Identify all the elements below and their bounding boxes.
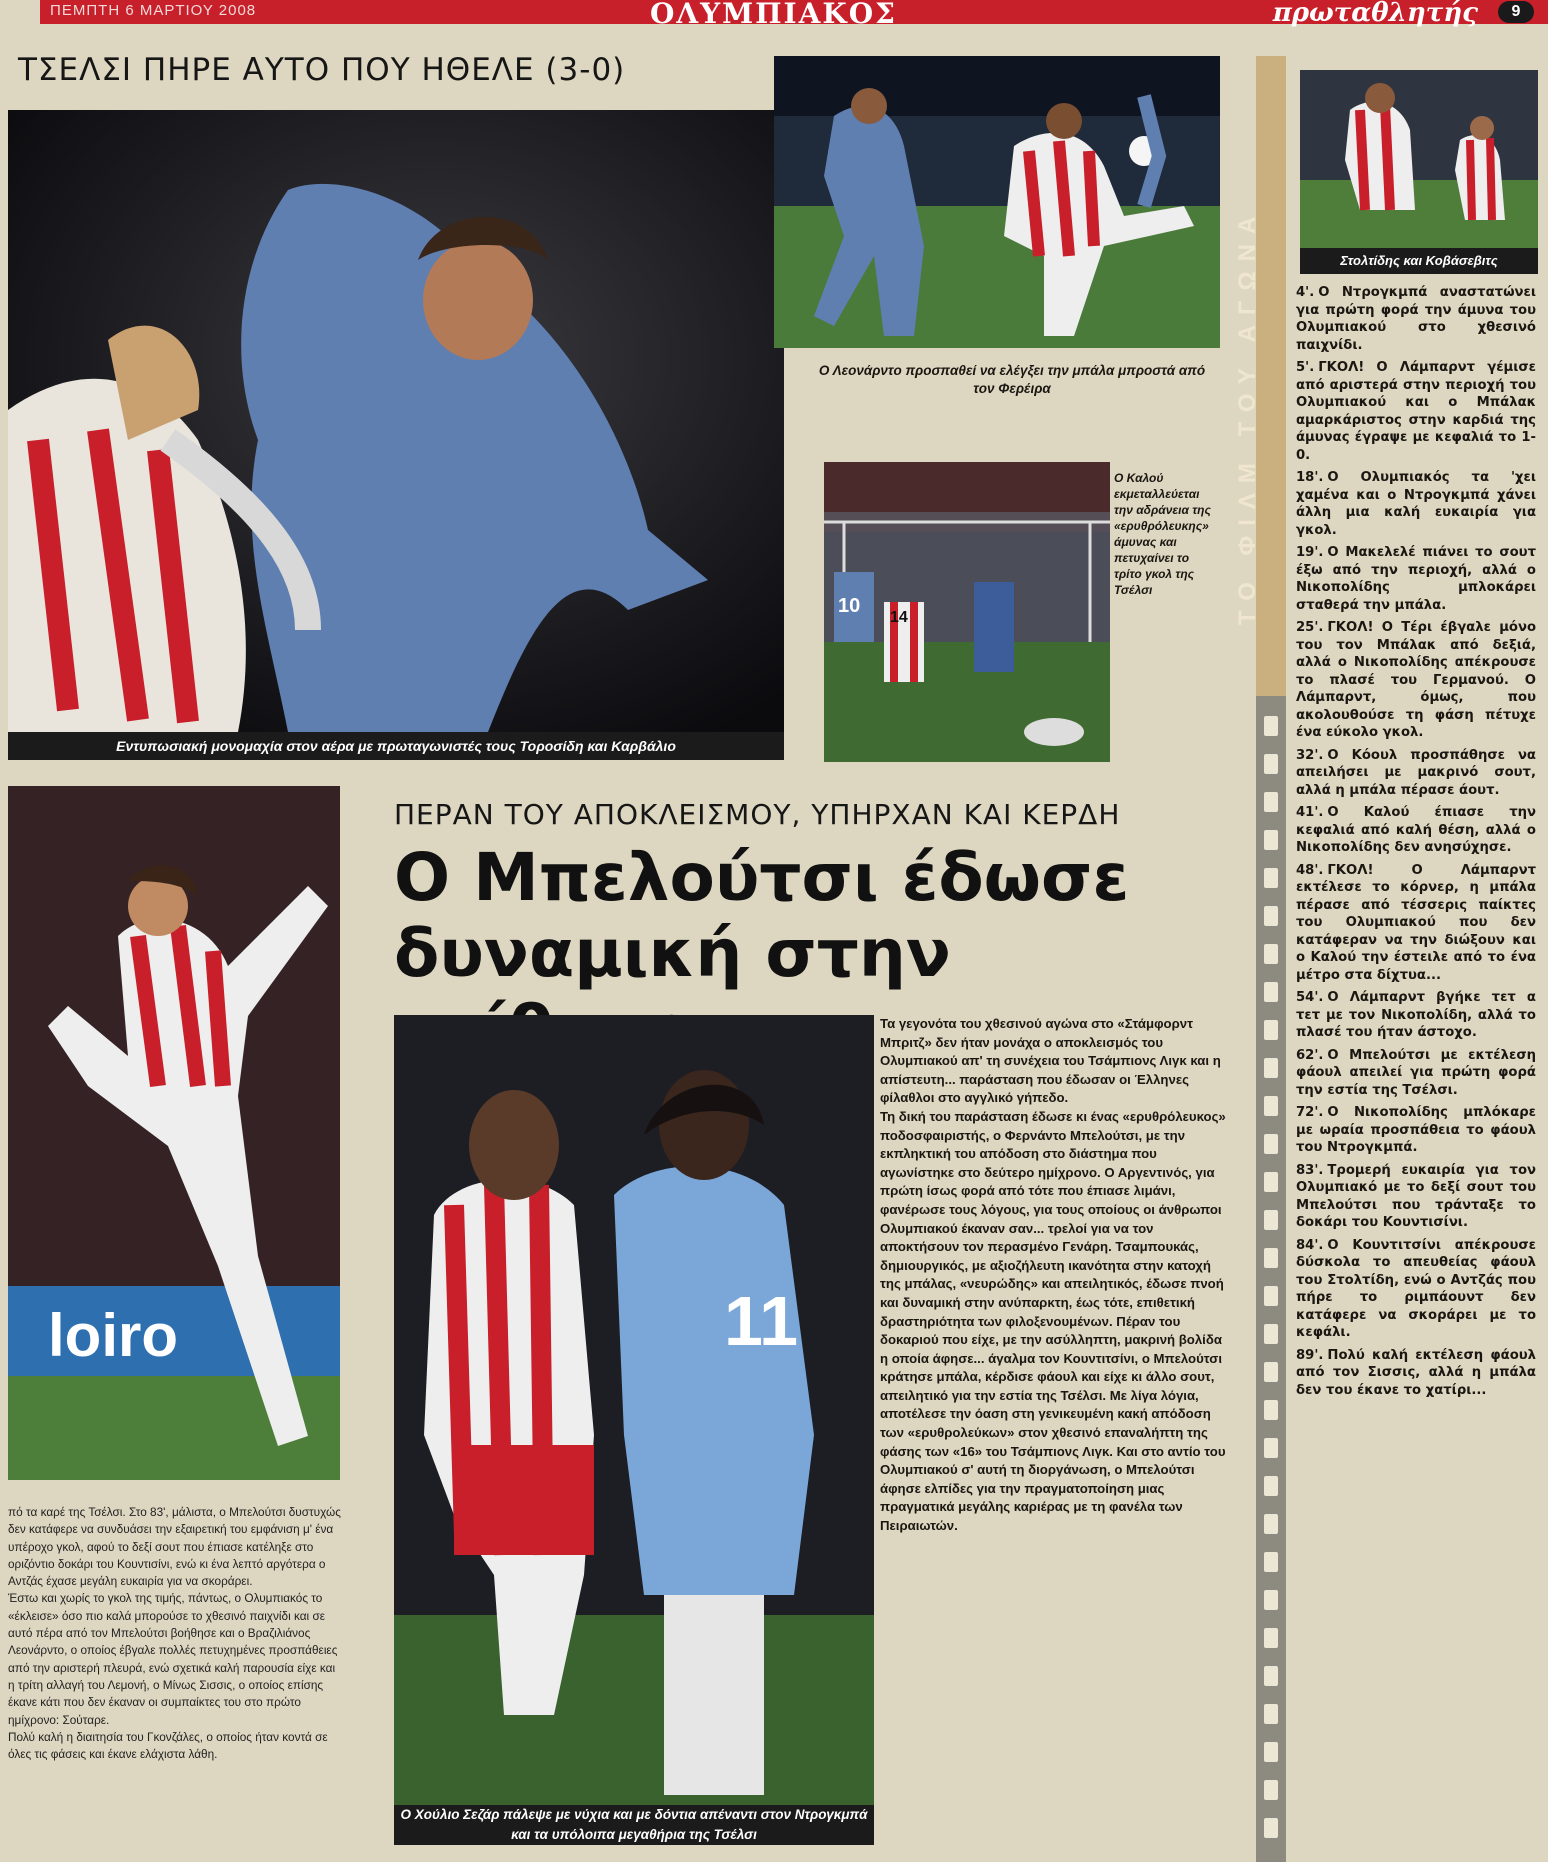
svg-text:10: 10 bbox=[838, 595, 861, 617]
timeline-item: 48'. ΓΚΟΛ! Ο Λάμπαρντ εκτέλεσε το κόρνερ, η μπάλα πέρασε από τέσσερις παίκτες του Ολυμπιακού που δεν κατάφεραν να την διώξουν και ο Καλού την έστειλε από το ένα μέτρο στα δίχτυα... bbox=[1296, 862, 1536, 983]
timeline-item: 89'. Πολύ καλή εκτέλεση φάουλ από τον Σισσις, αλλά η μπάλα δεν του έκανε το χατίρι... bbox=[1296, 1347, 1536, 1398]
top-bar bbox=[40, 0, 1548, 30]
timeline-item: 84'. Ο Κουντιτσίνι απέκρουσε δύσκολα το απευθείας φάουλ του Στολτίδη, ενώ ο Αντζάς που πήρε το ριμπάουντ δεν κατάφερε να σκοράρει με το κεφάλι. bbox=[1296, 1237, 1536, 1340]
svg-text:loiro: loiro bbox=[48, 1302, 178, 1369]
svg-text:11: 11 bbox=[724, 1282, 798, 1360]
timeline-item: 32'. Ο Κόουλ προσπάθησε να απειλήσει με μακρινό σουτ, αλλά η μπάλα πέρασε άουτ. bbox=[1296, 747, 1536, 798]
feature-kicker: ΠΕΡΑΝ ΤΟΥ ΑΠΟΚΛΕΙΣΜΟΥ, ΥΠΗΡΧΑΝ ΚΑΙ ΚΕΡΔΗ bbox=[394, 798, 1121, 831]
leonardo-ferreira-photo bbox=[774, 56, 1220, 348]
strip-title: ΤΟ ΦΙΛΜ ΤΟΥ ΑΓΩΝΑ bbox=[1234, 206, 1261, 626]
paragraph: Τη δική του παράσταση έδωσε κι ένας «ερυθρόλευκος» ποδοσφαιριστής, ο Φερνάντο Μπελούτσι, με την εκπληκτική του απόδοση στο διάστημα που αγωνίστηκε στο δεύτερο ημίχρονο. Ο Αργεντινός, για πρώτη ίσως φορά από τότε που έπιασε λιμάνι, φανέρωσε τους λόγους, για τους οποίους οι άνθρωποι Ολυμπιακού έκαναν σαν... τρελοί για να τον αποκτήσουν τον περασμένο Γενάρη. Τσαμπουκάς, δημιουργικός, με αξιοζήλευτη ικανότητα στην κατοχή της μπάλας, «νευρώδης» και απειλητικός, έδωσε πνοή και δυναμική στην ανύπαρκτη, έως τότε, επιθετική δραστηριότητα των φιλοξενουμένων. Πέραν του δοκαριού που είχε, με την ασύλληπτη, μακρινή βολίδα η οποία άφησε... άγαλμα τον Κουντιτσίνι, ο Μπελούτσι κράτησε μπάλα, κέρδισε φάουλ και είχε κι άλλο σουτ, απειλητικό για την εστία της Τσέλσι. Με λίγα λόγια, αποτέλεσε την όαση στη γενικευμένη κακή απόδοση των «ερυθρολεύκων» στον χθεσινό επαναλήπτη της φάσης των «16» του Τσάμπιονς Λιγκ. Και στο αντίο του Ολυμπιακού σ' αυτή τη διοργάνωση, ο Μπελούτσι άφησε ελπίδες για την πραγματοποίηση μιας πραγματικά μεγάλης καριέρας με τη φανέλα των Πειραιωτών. bbox=[880, 1108, 1226, 1534]
publication-logo: πρωταθλητής bbox=[1272, 0, 1478, 28]
paragraph: Πολύ καλή η διαιτησία του Γκονζάλες, ο οποίος ήταν κοντά σε όλες τις φάσεις και έκανε ελάχιστα λάθη. bbox=[8, 1729, 328, 1762]
page-number: 9 bbox=[1498, 1, 1534, 23]
match-report-title: ΤΣΕΛΣΙ ΠΗΡΕ ΑΥΤΟ ΠΟΥ ΗΘΕΛΕ (3-0) bbox=[18, 52, 626, 88]
timeline-item: 72'. Ο Νικοπολίδης μπλόκαρε με ωραία προσπάθεια το φάουλ του Ντρογκμπά. bbox=[1296, 1105, 1536, 1155]
paragraph: Έστω και χωρίς το γκολ της τιμής, πάντως, ο Ολυμπιακός το «έκλεισε» όσο πιο καλά μπορούσε το χθεσινό παιχνίδι και σε αυτό πέρα από τον Μπελούτσι βοήθησε και ο Βραζιλιάνος Λεονάρντο, ο οποίος έβγαλε πολλές πετυχημένες προσπάθειες από την αριστερή πλευρά, ενώ σχετικά καλή παρουσία είχε και η τρίτη αλλαγή του Λεμονή, ο Μίνως Σισσις, ο οποίος επίσης έκανε κάτι που δεν έκαναν οι συμπαίκτες του στο πρώτο ημίχρονο: Σούταρε. bbox=[8, 1591, 338, 1727]
kalou-goal-photo bbox=[824, 462, 1110, 762]
photo3-caption: Ο Καλού εκμεταλλεύεται την αδράνεια της «ερυθρόλευκης» άμυνας και πετυχαίνει το τρίτο γκολ της Τσέλσι bbox=[1114, 471, 1211, 597]
paragraph: Τα γεγονότα του χθεσινού αγώνα στο «Στάμφορντ Μπριτζ» δεν ήταν μονάχα ο αποκλεισμός του Ολυμπιακού απ' τη συνέχεια του Τσάμπιονς Λιγκ και η απίστευτη... παράσταση που έδωσαν οι Έλληνες φίλαθλοι στο αγγλικό γήπεδο. bbox=[880, 1016, 1221, 1106]
issue-date: ΠΕΜΠΤΗ 6 ΜΑΡΤΙΟΥ 2008 bbox=[50, 2, 257, 19]
timeline-item: 54'. Ο Λάμπαρντ βγήκε τετ α τετ με τον Νικοπολίδη, αλλά το πλασέ του ήταν άστοχο. bbox=[1296, 990, 1536, 1040]
feature-photo-caption: Ο Χούλιο Σεζάρ πάλεψε με νύχια και με δόντια απέναντι στον Ντρογκμπά και τα υπόλοιπα μεγαθήρια της Τσέλσι bbox=[394, 1805, 874, 1845]
timeline-item: 25'. ΓΚΟΛ! Ο Τέρι έβγαλε μόνο του τον Μπάλακ από δεξιά, αλλά ο Νικοπολίδης απέκρουσε το πλασέ του Γερμανού. Ο Λάμπαρντ, όμως, που ακολουθούσε τη φάση πέτυχε ένα εύκολο γκολ. bbox=[1296, 620, 1536, 740]
match-timeline bbox=[1296, 284, 1536, 1404]
left-column-text bbox=[8, 1504, 342, 1763]
julio-cesar-drogba-photo bbox=[394, 1015, 874, 1805]
timeline-item: 4'. Ο Ντρογκμπά αναστατώνει για πρώτη φορά την άμυνα του Ολυμπιακού στο χθεσινό παιχνίδι. bbox=[1296, 285, 1536, 353]
timeline-item: 83'. Τρομερή ευκαιρία για τον Ολυμπιακό με το δεξί σουτ του Μπελούτσι που τράνταξε το δοκάρι του Κουντισίνι. bbox=[1296, 1162, 1536, 1230]
timeline-item: 5'. ΓΚΟΛ! Ο Λάμπαρντ γέμισε από αριστερά στην περιοχή του Ολυμπιακού και ο Μπάλακ αμαρκάριστος στην καρδιά της άμυνας έγραψε με κεφαλιά το 1-0. bbox=[1296, 360, 1536, 463]
feature-headline: Ο Μπελούτσι έδωσε δυναμική στην bbox=[394, 839, 1130, 992]
belluschi-shot-photo bbox=[8, 786, 340, 1480]
photo2-caption: Ο Λεονάρντο προσπαθεί να ελέγξει την μπάλα μπροστά από τον Φερέιρα bbox=[818, 363, 1206, 396]
main-action-photo bbox=[8, 110, 784, 732]
svg-text:14: 14 bbox=[890, 609, 908, 626]
paragraph: πό τα καρέ της Τσέλσι. Στο 83', μάλιστα, ο Μπελούτσι δυστυχώς δεν κατάφερε να συνδυάσει την εξαιρετική του εμφάνιση μ' ένα υπέροχο γκολ, αφού το δεξί σουτ που έπιασε κατέληξε στο οριζόντιο δοκάρι του Κουντισίνι, ενώ κι ένα λεπτό αργότερα ο Αντζάς έχασε μεγάλη ευκαιρία για να σκοράρει. bbox=[8, 1505, 341, 1589]
feature-article-body bbox=[880, 1015, 1226, 1536]
stoltidis-kovacevic-photo bbox=[1300, 70, 1538, 248]
timeline-item: 19'. Ο Μακελελέ πιάνει το σουτ έξω από την περιοχή, αλλά ο Νικοπολίδης μπλοκάρει σταθερά την μπάλα. bbox=[1296, 545, 1536, 613]
section-title: ΟΛΥΜΠΙΑΚΟΣ bbox=[650, 0, 897, 30]
timeline-item: 41'. Ο Καλού έπιασε την κεφαλιά από καλή θέση, αλλά ο Νικοπολίδης δεν ανησύχησε. bbox=[1296, 805, 1536, 855]
timeline-item: 62'. Ο Μπελούτσι με εκτέλεση φάουλ απειλεί για πρώτη φορά την εστία της Τσέλσι. bbox=[1296, 1047, 1536, 1098]
sidebar-photo-caption: Στολτίδης και Κοβάσεβιτς bbox=[1300, 248, 1538, 274]
timeline-item: 18'. Ο Ολυμπιακός τα 'χει χαμένα και ο Ντρογκμπά χάνει άλλη μια καλή ευκαιρία για γκολ. bbox=[1296, 470, 1536, 538]
main-photo-caption: Εντυπωσιακή μονομαχία στον αέρα με πρωταγωνιστές τους Τοροσίδη και Καρβάλιο bbox=[8, 732, 784, 760]
film-strip-sidebar bbox=[1234, 56, 1286, 1862]
film-perforations bbox=[1256, 696, 1286, 1862]
